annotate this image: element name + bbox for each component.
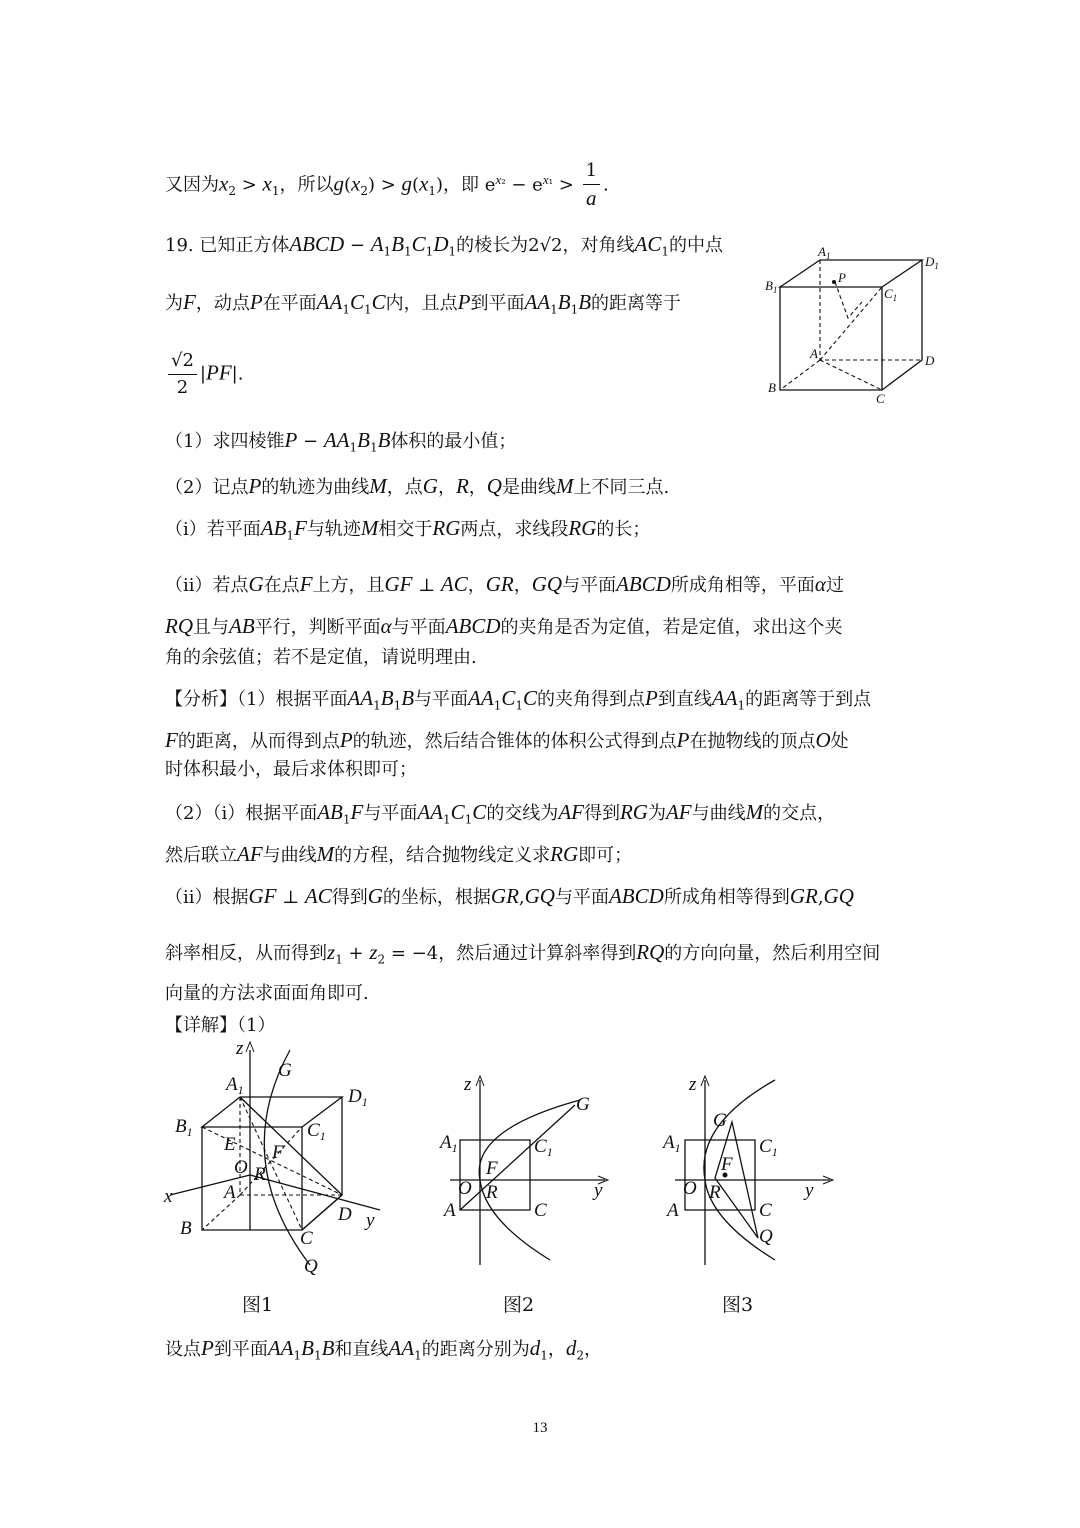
svg-text:A: A [810, 346, 818, 361]
line-3: $\frac{√2}{2}$ |PF|. [165, 348, 243, 401]
svg-text:C1: $C_1$ [307, 1120, 326, 1143]
svg-text:G: G [278, 1060, 292, 1081]
page-number: 13 [532, 1420, 548, 1436]
svg-text:B: B [180, 1218, 192, 1239]
svg-text:C: C [300, 1228, 313, 1249]
svg-text:y: y [594, 1180, 603, 1201]
line-8: RQ且与AB平行，判断平面α与平面ABCD的夹角是否为定值，若是定值，求出这个夹 [165, 614, 843, 638]
svg-text:y: y [366, 1210, 375, 1231]
line-5: （2）记点P的轨迹为曲线M，点G，R，Q是曲线M上不同三点. [165, 474, 670, 498]
line-1: 19. 已知正方体ABCD − $A_1B_1C_1D_1$的棱长为2√2，对角线$AC_1$的中点 [165, 232, 723, 259]
line-15: （ii）根据GF ⊥ AC得到G的坐标，根据GR,GQ与平面ABCD所成角相等得到GR,GQ [165, 884, 854, 908]
figure-3 [655, 1070, 855, 1270]
svg-text:R: R [709, 1182, 721, 1203]
svg-text:O: O [683, 1178, 697, 1199]
line-18: 【详解】（1） [165, 1015, 276, 1036]
svg-text:Q: Q [304, 1256, 318, 1277]
svg-text:O: O [234, 1157, 248, 1178]
svg-text:F: F [486, 1158, 498, 1179]
line-6: （i）若平面$AB_1F$与轨迹M相交于RG两点，求线段RG的长； [165, 516, 651, 543]
svg-text:P: P [838, 270, 846, 285]
figure-2 [430, 1070, 630, 1270]
line-0: 又因为$x_2 > x_1$，所以$g(x_2) > g(x_1)$，即 $e^{x_2} - e^{x_1}$ > $\frac{1}{a}$ . [165, 160, 609, 210]
svg-text:G: G [576, 1094, 590, 1115]
line-16: 斜率相反，从而得到$z_1 + z_2 = -4$，然后通过计算斜率得到RQ的方向向量，然后利用空间 [165, 940, 881, 967]
caption-fig2: 图2 [503, 1294, 535, 1316]
svg-text:C1: $C_1$ [534, 1136, 553, 1159]
svg-text:D: D [925, 353, 935, 368]
line-17: 向量的方法求面面角即可. [165, 983, 369, 1004]
svg-text:B1: $B_1$ [765, 278, 778, 295]
svg-text:D1: $D_1$ [925, 254, 939, 271]
svg-text:A1: $A_1$ [440, 1132, 458, 1155]
svg-text:A1: $A_1$ [226, 1074, 244, 1097]
svg-text:C1: $C_1$ [884, 286, 898, 303]
line-11: F的距离，从而得到点P的轨迹，然后结合锥体的体积公式得到点P在抛物线的顶点O处 [165, 728, 849, 752]
svg-text:z: z [689, 1074, 697, 1095]
svg-text:D: D [338, 1204, 352, 1225]
svg-text:C: C [876, 391, 885, 406]
svg-text:A1: $A_1$ [663, 1132, 681, 1155]
svg-text:B: B [768, 380, 776, 395]
svg-text:y: y [805, 1180, 814, 1201]
svg-text:B1: $B_1$ [175, 1116, 193, 1139]
svg-text:F: F [272, 1142, 284, 1163]
caption-fig3: 图3 [722, 1294, 754, 1316]
figure-1 [160, 1040, 400, 1280]
svg-text:F: F [721, 1154, 733, 1175]
svg-text:A1: $A_1$ [818, 244, 831, 261]
svg-text:C: C [759, 1200, 772, 1221]
line-9: 角的余弦值；若不是定值，请说明理由. [165, 647, 477, 668]
svg-text:O: O [458, 1178, 472, 1199]
line-7: （ii）若点G在点F上方，且GF ⊥ AC，GR，GQ与平面ABCD所成角相等，平面α过 [165, 572, 844, 596]
line-14: 然后联立AF与曲线M的方程，结合抛物线定义求RG即可； [165, 842, 633, 866]
svg-text:z: z [464, 1074, 472, 1095]
svg-text:G: G [713, 1110, 727, 1131]
svg-text:C: C [534, 1200, 547, 1221]
cube-figure [760, 240, 960, 410]
svg-text:E: E [224, 1134, 236, 1155]
caption-fig1: 图1 [242, 1294, 274, 1316]
line-19: 设点P到平面$AA_1B_1B$和直线$AA_1$的距离分别为$d_1$，$d_2$， [165, 1336, 602, 1363]
svg-text:Q: Q [759, 1226, 773, 1247]
svg-text:x: x [164, 1186, 173, 1207]
svg-text:R: R [486, 1182, 498, 1203]
svg-text:A: A [224, 1182, 236, 1203]
line-12: 时体积最小，最后求体积即可； [165, 759, 417, 780]
svg-text:A: A [667, 1200, 679, 1221]
line-10: 【分析】（1）根据平面$AA_1B_1B$与平面$AA_1C_1C$的夹角得到点P到直线$AA_1$的距离等于到点 [165, 686, 872, 713]
svg-text:z: z [236, 1038, 244, 1059]
line-4: （1）求四棱锥$P - AA_1B_1B$体积的最小值； [165, 428, 517, 455]
line-13: （2）（i）根据平面$AB_1F$与平面$AA_1C_1C$的交线为AF得到RG为AF与曲线M的交点， [165, 800, 836, 827]
svg-text:C1: $C_1$ [759, 1136, 778, 1159]
svg-text:A: A [444, 1200, 456, 1221]
svg-text:D1: $D_1$ [348, 1086, 368, 1109]
svg-text:R: R [254, 1164, 266, 1185]
line-2: 为F，动点P在平面$AA_1C_1C$内，且点P到平面$AA_1B_1B$的距离等于 [165, 290, 682, 317]
